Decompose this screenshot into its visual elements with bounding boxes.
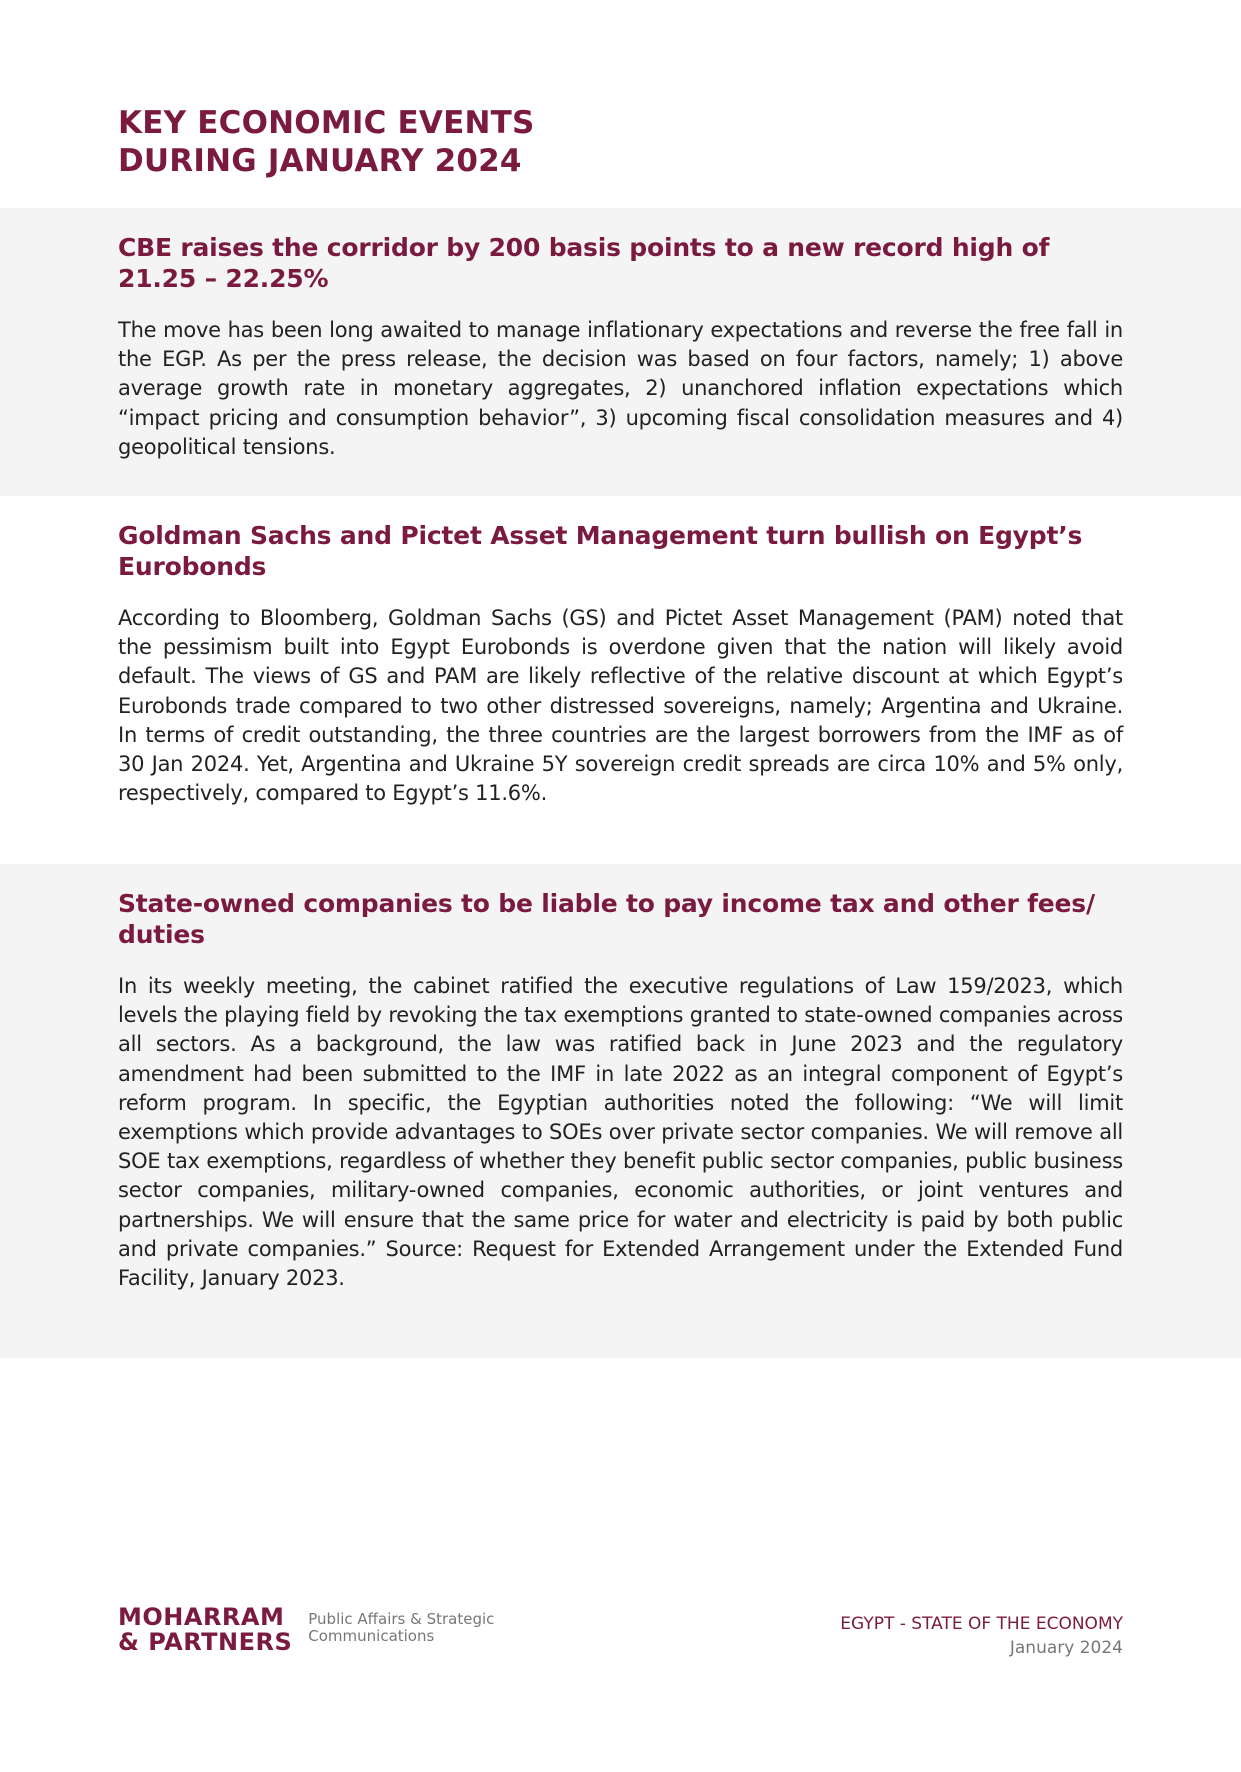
event-section-eurobonds (0, 496, 1241, 864)
section-title: CBE raises the corridor by 200 basis points to a new record high of 21.25 – 22.25% (118, 233, 1050, 293)
logo-line-2: & PARTNERS (118, 1628, 293, 1656)
page-title-line-1: KEY ECONOMIC EVENTS (118, 105, 535, 141)
logo-tagline (308, 1611, 494, 1645)
company-logo (118, 1605, 494, 1655)
event-section-soe-tax (0, 864, 1241, 1358)
page-title (118, 104, 535, 180)
tagline-line-2: Communications (308, 1627, 435, 1645)
section-body: In its weekly meeting, the cabinet ratified the executive regulations of Law 159/2023, which levels the playing field by revoking the tax exemptions granted to state-owned companies across all sectors. As a background, the law was ratified back in June 2023 and the regulatory amendment had been submitted to the IMF in late 2022 as an integral component of Egypt’s reform program. In specific, the Egyptian authorities noted the following: “We will limit exemptions which provide advantages to SOEs over private sector companies. We will remove all SOE tax exemptions, regardless of whether they benefit public sector companies, public business sector companies, military-owned companies, economic authorities, or joint ventures and partnerships. We will ensure that the same price for water and electricity is paid by both public and private companies.” Source: Request for Extended Arrangement under the Extended Fund Facility, January 2023. (118, 974, 1123, 1291)
page-title-line-2: DURING JANUARY 2024 (118, 143, 522, 179)
publication-title: EGYPT - STATE OF THE ECONOMY (840, 1614, 1123, 1634)
event-section-cbe-rates (0, 208, 1241, 496)
section-title: State-owned companies to be liable to pay income tax and other fees/ duties (118, 889, 1095, 949)
logo-wordmark (118, 1605, 292, 1655)
publication-date: January 2024 (1009, 1638, 1123, 1658)
footer-publication-info (840, 1612, 1123, 1660)
section-title: Goldman Sachs and Pictet Asset Management turn bullish on Egypt’s Eurobonds (118, 521, 1083, 581)
logo-line-1: MOHARRAM (118, 1603, 285, 1631)
section-body: The move has been long awaited to manage inflationary expectations and reverse the free fall in the EGP. As per the press release, the decision was based on four factors, namely; 1) above average growth rate in monetary aggregates, 2) unanchored inflation expectations which “impact pricing and consumption behavior”, 3) upcoming fiscal consolidation measures and 4) geopolitical tensions. (118, 318, 1123, 459)
section-body: According to Bloomberg, Goldman Sachs (GS) and Pictet Asset Management (PAM) noted that the pessimism built into Egypt Eurobonds is overdone given that the nation will likely avoid default. The views of GS and PAM are likely reflective of the relative discount at which Egypt’s Eurobonds trade compared to two other distressed sovereigns, namely; Argentina and Ukraine. In terms of credit outstanding, the three countries are the largest borrowers from the IMF as of 30 Jan 2024. Yet, Argentina and Ukraine 5Y sovereign credit spreads are circa 10% and 5% only, respectively, compared to Egypt’s 11.6%. (118, 606, 1123, 806)
tagline-line-1: Public Affairs & Strategic (308, 1610, 495, 1628)
